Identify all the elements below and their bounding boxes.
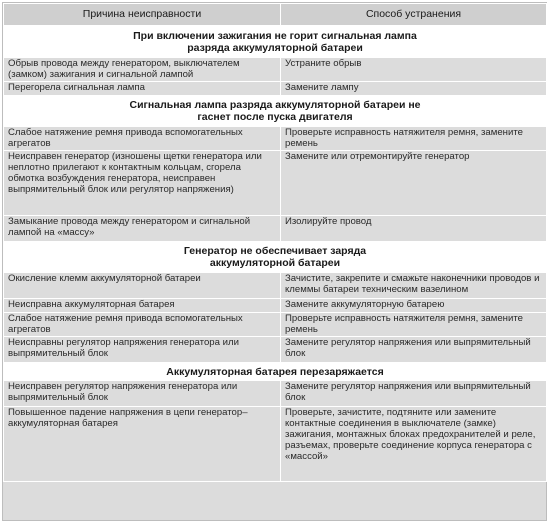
- remedy-cell: Изолируйте провод: [281, 216, 547, 242]
- section-title: Сигнальная лампа разряда аккумуляторной батареи не гаснет после пуска двигателя: [4, 96, 547, 127]
- table-row: [4, 127, 547, 151]
- table-row: [4, 151, 547, 216]
- table-row: [4, 381, 547, 407]
- remedy-cell: Замените регулятор напряжения или выпрямительный блок: [281, 337, 547, 363]
- cause-cell: Перегорела сигнальная лампа: [4, 82, 281, 96]
- table-row: [4, 299, 547, 313]
- remedy-cell: Проверьте исправность натяжителя ремня, замените ремень: [281, 127, 547, 151]
- troubleshooting-table: [3, 3, 547, 482]
- remedy-cell: Замените или отремонтируйте генератор: [281, 151, 547, 216]
- header-remedy: Способ устранения: [281, 4, 547, 26]
- cause-cell: Слабое натяжение ремня привода вспомогательных агрегатов: [4, 127, 281, 151]
- table-header-row: [4, 4, 547, 26]
- cause-cell: Неисправны регулятор напряжения генератора или выпрямительный блок: [4, 337, 281, 363]
- section-row: [4, 363, 547, 381]
- table-row: [4, 337, 547, 363]
- header-cause: Причина неисправности: [4, 4, 281, 26]
- cause-cell: Неисправна аккумуляторная батарея: [4, 299, 281, 313]
- section-row: [4, 26, 547, 58]
- cause-cell: Слабое натяжение ремня привода вспомогательных агрегатов: [4, 313, 281, 337]
- cause-cell: Замыкание провода между генератором и сигнальной лампой на «массу»: [4, 216, 281, 242]
- remedy-cell: Проверьте, зачистите, подтяните или замените контактные соединения в выключателе (замке) зажигания, монтажных блоках предохранителей и реле, разъемах, проверьте соединение корпуса генератора с «массой»: [281, 407, 547, 482]
- remedy-cell: Замените аккумуляторную батарею: [281, 299, 547, 313]
- troubleshooting-table-sheet: [2, 2, 547, 521]
- cause-cell: Окисление клемм аккумуляторной батареи: [4, 273, 281, 299]
- cause-cell: Обрыв провода между генератором, выключателем (замком) зажигания и сигнальной лампой: [4, 58, 281, 82]
- section-row: [4, 96, 547, 127]
- remedy-cell: Проверьте исправность натяжителя ремня, замените ремень: [281, 313, 547, 337]
- cause-cell: Повышенное падение напряжения в цепи генератор–аккумуляторная батарея: [4, 407, 281, 482]
- cause-cell: Неисправен генератор (изношены щетки генератора или неплотно прилегают к контактным кольцам, сгорела обмотка возбуждения генератора, неисправен выпрямительный блок или регулятор напряжения): [4, 151, 281, 216]
- table-row: [4, 216, 547, 242]
- remedy-cell: Зачистите, закрепите и смажьте наконечники проводов и клеммы батареи техническим вазелином: [281, 273, 547, 299]
- table-row: [4, 407, 547, 482]
- section-title: Генератор не обеспечивает заряда аккумуляторной батареи: [4, 242, 547, 273]
- table-row: [4, 313, 547, 337]
- section-row: [4, 242, 547, 273]
- cause-cell: Неисправен регулятор напряжения генератора или выпрямительный блок: [4, 381, 281, 407]
- table-row: [4, 82, 547, 96]
- remedy-cell: Устраните обрыв: [281, 58, 547, 82]
- section-title: Аккумуляторная батарея перезаряжается: [4, 363, 547, 381]
- table-row: [4, 273, 547, 299]
- remedy-cell: Замените регулятор напряжения или выпрямительный блок: [281, 381, 547, 407]
- remedy-cell: Замените лампу: [281, 82, 547, 96]
- table-row: [4, 58, 547, 82]
- section-title: При включении зажигания не горит сигнальная лампа разряда аккумуляторной батареи: [4, 26, 547, 58]
